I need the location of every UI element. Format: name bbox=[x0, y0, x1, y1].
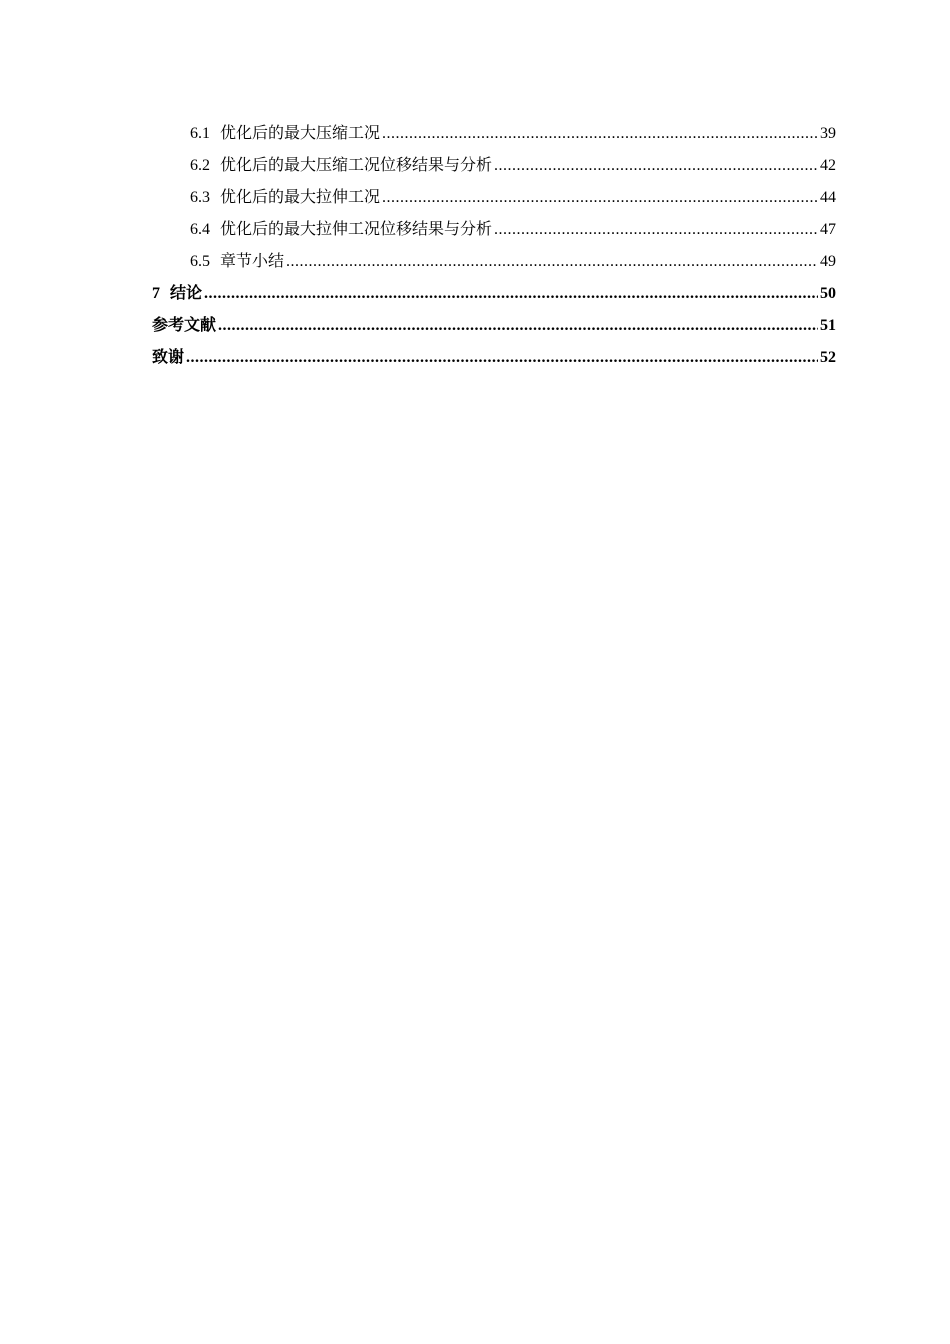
toc-entry-page: 51 bbox=[820, 317, 836, 334]
toc-dot-leader bbox=[494, 214, 818, 246]
toc-entry-references[interactable] bbox=[152, 310, 836, 342]
toc-entry-title: 优化后的最大压缩工况位移结果与分析 bbox=[220, 157, 493, 174]
toc-dot-leader bbox=[382, 182, 818, 214]
toc-entry-number: 6.2 bbox=[190, 157, 210, 174]
toc-entry-number: 7 bbox=[152, 285, 160, 302]
toc-dot-leader bbox=[382, 118, 818, 150]
toc-entry-page: 52 bbox=[820, 349, 836, 366]
toc-entry-title: 结论 bbox=[170, 285, 203, 302]
toc-entry-title: 优化后的最大拉伸工况 bbox=[220, 189, 381, 206]
toc-entry-number: 6.3 bbox=[190, 189, 210, 206]
toc-entry-6-1[interactable] bbox=[152, 118, 836, 150]
toc-entry-page: 44 bbox=[820, 189, 836, 206]
toc-dot-leader bbox=[218, 310, 818, 342]
toc-entry-title: 优化后的最大拉伸工况位移结果与分析 bbox=[220, 221, 493, 238]
toc-entry-page: 42 bbox=[820, 157, 836, 174]
toc-entry-6-3[interactable] bbox=[152, 182, 836, 214]
toc-entry-title: 章节小结 bbox=[220, 253, 285, 270]
toc-entry-page: 49 bbox=[820, 253, 836, 270]
toc-entry-title: 优化后的最大压缩工况 bbox=[220, 125, 381, 142]
toc-entry-number: 6.4 bbox=[190, 221, 210, 238]
toc-entry-title: 参考文献 bbox=[152, 317, 217, 334]
toc-dot-leader bbox=[204, 278, 818, 310]
toc-dot-leader bbox=[286, 246, 818, 278]
toc-entry-number: 6.5 bbox=[190, 253, 210, 270]
toc-entry-6-2[interactable] bbox=[152, 150, 836, 182]
toc-dot-leader bbox=[494, 150, 818, 182]
toc-entry-page: 50 bbox=[820, 285, 836, 302]
toc-dot-leader bbox=[186, 342, 818, 374]
toc-entry-acknowledgements[interactable] bbox=[152, 342, 836, 374]
toc-entry-title: 致谢 bbox=[152, 349, 185, 366]
toc-entry-number: 6.1 bbox=[190, 125, 210, 142]
toc-entry-7[interactable] bbox=[152, 278, 836, 310]
toc-entry-page: 47 bbox=[820, 221, 836, 238]
toc-entry-page: 39 bbox=[820, 125, 836, 142]
toc-entry-6-4[interactable] bbox=[152, 214, 836, 246]
toc-entry-6-5[interactable] bbox=[152, 246, 836, 278]
table-of-contents bbox=[152, 118, 836, 374]
